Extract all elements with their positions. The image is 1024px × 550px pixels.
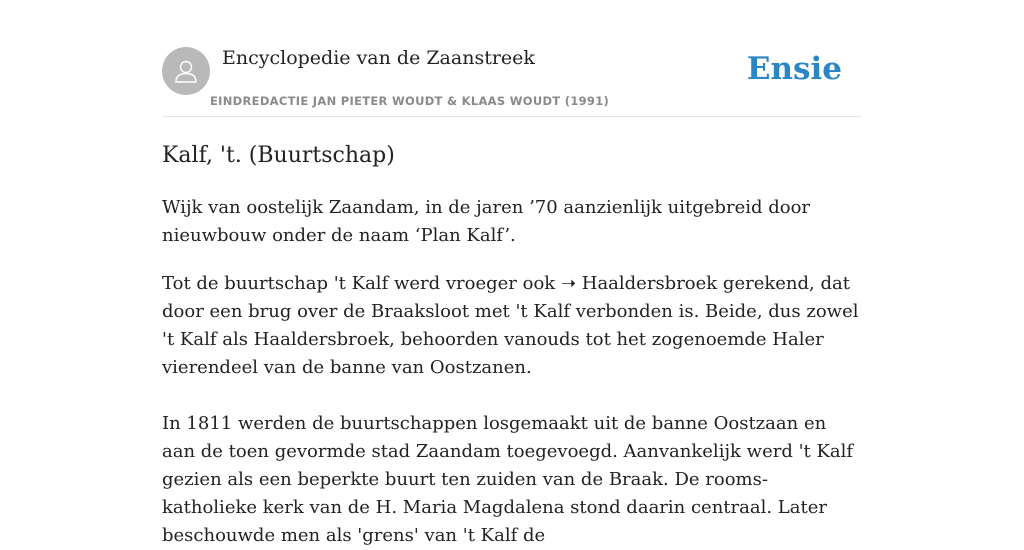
editors-credit: EINDREDACTIE JAN PIETER WOUDT & KLAAS WOUDT (1991) <box>210 94 610 108</box>
article-title: Kalf, 't. (Buurtschap) <box>162 143 395 168</box>
page <box>162 0 862 550</box>
person-outline-icon <box>171 56 201 86</box>
paragraph-1811: In 1811 werden de buurtschappen losgemaakt uit de banne Oostzaan en aan de toen gevormde stad Zaandam toegevoegd. Aanvankelijk werd 't Kalf gezien als een beperkte buurt ten zuiden van de Braak. De rooms-katholieke kerk van de H. Maria Magdalena stond daarin centraal. Later beschouwde men als 'grens' van 't Kalf de <box>162 413 854 546</box>
user-avatar-icon[interactable] <box>162 47 210 95</box>
site-title[interactable]: Encyclopedie van de Zaanstreek <box>222 47 535 69</box>
paragraph-intro: Wijk van oostelijk Zaandam, in de jaren ’70 aanzienlijk uitgebreid door nieuwbouw onder de naam ‘Plan Kalf’. <box>162 197 811 246</box>
paragraph-history-start: Tot de buurtschap 't Kalf werd vroeger ook <box>162 273 561 294</box>
ensie-logo-link[interactable]: Ensie <box>746 51 842 87</box>
header <box>162 0 862 117</box>
article-body <box>162 194 862 550</box>
paragraph-history <box>162 270 862 382</box>
haaldersbroek-link[interactable]: ➝ Haaldersbroek <box>560 273 718 294</box>
paragraph-history-rest: gerekend, dat door een brug over de Braaksloot met 't Kalf verbonden is. Beide, dus zowel 't Kalf als Haaldersbroek, behoorden vanouds tot het zogenoemde Haler vierendeel van de banne van Oostzanen. <box>162 273 859 378</box>
